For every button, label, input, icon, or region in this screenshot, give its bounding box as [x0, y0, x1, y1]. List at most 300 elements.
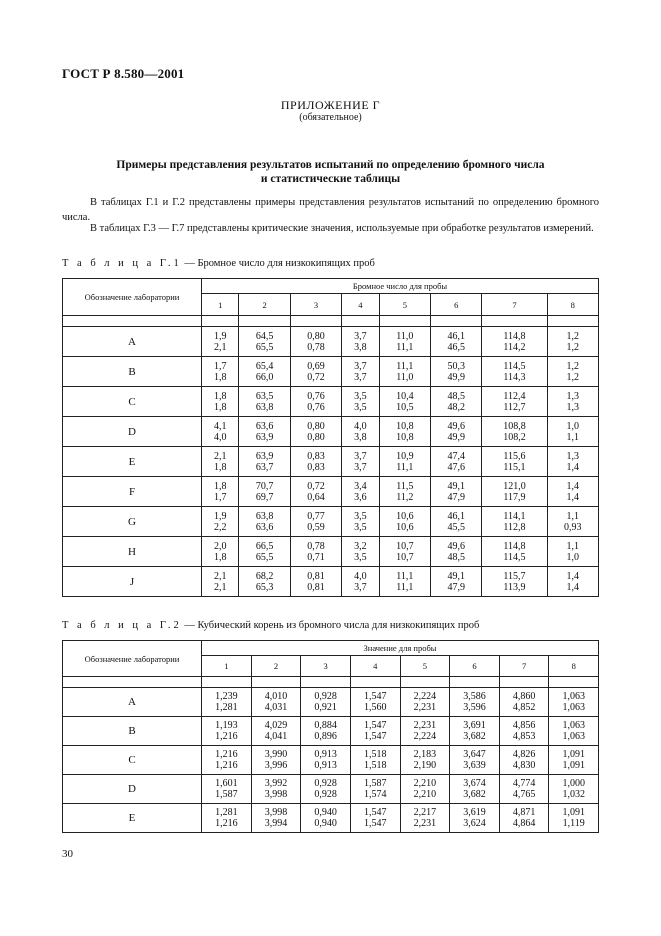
value: 63,8 [255, 510, 274, 522]
value: 1,0 [566, 551, 580, 563]
lab-cell: C [63, 746, 202, 775]
value: 0,896 [314, 731, 337, 742]
lab-cell: C [63, 387, 202, 417]
value-cell [251, 775, 301, 804]
value: 10,9 [396, 450, 414, 462]
value: 1,000 [562, 778, 585, 789]
value: 114,8 [503, 540, 526, 552]
value-cell [431, 537, 482, 567]
value-cell [482, 357, 547, 387]
value-cell [301, 804, 351, 833]
value: 114,1 [503, 510, 526, 522]
spacer-cell [350, 677, 400, 688]
value: 63,6 [255, 420, 274, 432]
value: 10,4 [396, 390, 414, 402]
value: 0,940 [314, 818, 337, 829]
table1 [62, 278, 599, 597]
value: 1,547 [363, 818, 387, 829]
value-cell [202, 327, 239, 357]
value: 3,8 [354, 431, 367, 443]
value: 65,4 [255, 360, 274, 372]
value: 0,884 [314, 720, 337, 731]
value: 3,7 [354, 330, 367, 342]
value: 49,6 [447, 420, 465, 432]
paragraph-1: В таблицах Г.1 и Г.2 представлены примеры представления результатов испытаний по определению бромного числа. [62, 197, 599, 223]
value: 112,8 [503, 521, 526, 533]
value-cell [549, 688, 599, 717]
value: 70,7 [255, 480, 274, 492]
value: 2,210 [413, 789, 437, 800]
value: 1,193 [215, 720, 238, 731]
column-number: 5 [379, 294, 430, 316]
value: 4,871 [512, 807, 536, 818]
value: 1,7 [213, 491, 227, 503]
value-cell [350, 804, 400, 833]
value-cell [431, 417, 482, 447]
spacer-cell [63, 316, 202, 327]
spacer-cell [450, 677, 500, 688]
value: 1,119 [562, 818, 585, 829]
value: 108,2 [503, 431, 526, 443]
value: 115,6 [503, 450, 526, 462]
value: 10,6 [396, 510, 414, 522]
value: 48,5 [447, 390, 465, 402]
value-cell [450, 775, 500, 804]
value: 63,8 [255, 401, 274, 413]
value-cell [379, 357, 430, 387]
spacer-cell [63, 677, 202, 688]
value: 11,1 [396, 570, 414, 582]
value: 0,76 [307, 401, 325, 413]
spacer-cell [547, 316, 598, 327]
value: 115,7 [503, 570, 526, 582]
value: 1,216 [215, 749, 238, 760]
value: 3,691 [463, 720, 486, 731]
lab-cell: B [63, 357, 202, 387]
value: 3,7 [354, 581, 367, 593]
value: 50,3 [447, 360, 465, 372]
value: 1,2 [566, 371, 580, 383]
spacer-cell [239, 316, 290, 327]
value: 49,6 [447, 540, 465, 552]
lab-cell: J [63, 567, 202, 597]
value: 1,4 [566, 570, 580, 582]
value-cell [251, 746, 301, 775]
section-heading-line-1: Примеры представления результатов испытаний по определению бромного числа [116, 159, 545, 171]
value: 113,9 [503, 581, 526, 593]
value-cell [290, 357, 341, 387]
value: 1,8 [213, 371, 227, 383]
table1-caption-text: — Бромное число для низкокипящих проб [181, 258, 375, 269]
value: 1,518 [363, 749, 387, 760]
value: 11,5 [396, 480, 414, 492]
lab-cell: F [63, 477, 202, 507]
value-cell [342, 327, 379, 357]
value: 0,913 [314, 760, 337, 771]
value: 4,774 [512, 778, 536, 789]
lab-cell: D [63, 417, 202, 447]
value: 48,5 [447, 551, 465, 563]
value-cell [379, 447, 430, 477]
table-row [63, 775, 599, 804]
value: 65,5 [255, 551, 274, 563]
value: 1,547 [363, 731, 387, 742]
value-cell [482, 507, 547, 537]
table-row [63, 567, 599, 597]
table-row [63, 746, 599, 775]
value: 1,4 [566, 491, 580, 503]
value: 49,9 [447, 431, 465, 443]
value-cell [499, 746, 549, 775]
value-cell [301, 775, 351, 804]
value: 0,72 [307, 480, 325, 492]
value: 3,596 [463, 702, 486, 713]
value-cell [239, 567, 290, 597]
value-cell [547, 387, 598, 417]
value: 1,063 [562, 691, 585, 702]
value: 65,3 [255, 581, 274, 593]
value-cell [301, 688, 351, 717]
table-header-row [63, 641, 599, 656]
lab-cell: A [63, 688, 202, 717]
value: 0,59 [307, 521, 325, 533]
value: 46,1 [447, 330, 465, 342]
lab-cell: B [63, 717, 202, 746]
table-row [63, 327, 599, 357]
appendix-subtitle: (обязательное) [299, 112, 362, 123]
value: 0,940 [314, 807, 337, 818]
column-number: 1 [202, 656, 252, 677]
column-number: 6 [431, 294, 482, 316]
value: 3,5 [354, 510, 367, 522]
spacer-row [63, 677, 599, 688]
value: 4,029 [264, 720, 288, 731]
lab-cell: E [63, 804, 202, 833]
value: 1,063 [562, 731, 585, 742]
value: 3,998 [264, 807, 288, 818]
value: 114,5 [503, 551, 526, 563]
value: 3,682 [463, 789, 486, 800]
value: 4,856 [512, 720, 536, 731]
value: 47,4 [447, 450, 465, 462]
value: 10,8 [396, 431, 414, 443]
value-cell [499, 688, 549, 717]
value-cell [342, 357, 379, 387]
value-cell [431, 357, 482, 387]
value: 10,7 [396, 551, 414, 563]
value: 3,619 [463, 807, 486, 818]
value-cell [400, 688, 450, 717]
table2-caption-text: — Кубический корень из бромного числа для низкокипящих проб [181, 620, 480, 631]
value: 3,624 [463, 818, 486, 829]
value: 0,921 [314, 702, 337, 713]
value-cell [251, 717, 301, 746]
value: 4,830 [512, 760, 536, 771]
sample-span-header: Значение для пробы [202, 641, 599, 656]
value: 11,1 [396, 341, 414, 353]
value: 4,0 [354, 420, 367, 432]
value-cell [342, 507, 379, 537]
table-row [63, 447, 599, 477]
value: 1,281 [215, 807, 238, 818]
value: 3,7 [354, 461, 367, 473]
lab-cell: H [63, 537, 202, 567]
value-cell [482, 387, 547, 417]
table-row [63, 717, 599, 746]
spacer-cell [290, 316, 341, 327]
value-cell [400, 717, 450, 746]
value: 115,1 [503, 461, 526, 473]
column-number: 2 [239, 294, 290, 316]
value: 1,560 [363, 702, 387, 713]
value: 1,216 [215, 818, 238, 829]
value-cell [239, 447, 290, 477]
value-cell [482, 327, 547, 357]
value-cell [202, 717, 252, 746]
value: 1,8 [213, 401, 227, 413]
value-cell [202, 804, 252, 833]
value-cell [350, 688, 400, 717]
lab-cell: A [63, 327, 202, 357]
value: 0,80 [307, 431, 325, 443]
value: 47,6 [447, 461, 465, 473]
value: 1,4 [566, 480, 580, 492]
value: 3,7 [354, 450, 367, 462]
value-cell [239, 477, 290, 507]
table2-caption [62, 620, 479, 631]
value: 64,5 [255, 330, 274, 342]
value: 1,1 [566, 510, 580, 522]
value-cell [549, 804, 599, 833]
spacer-cell [251, 677, 301, 688]
value: 69,7 [255, 491, 274, 503]
value: 10,7 [396, 540, 414, 552]
column-number: 1 [202, 294, 239, 316]
value-cell [239, 417, 290, 447]
value: 46,1 [447, 510, 465, 522]
value-cell [547, 327, 598, 357]
value-cell [482, 447, 547, 477]
value-cell [549, 717, 599, 746]
value-cell [482, 567, 547, 597]
spacer-row [63, 316, 599, 327]
value: 1,8 [213, 461, 227, 473]
paragraph-2: В таблицах Г.3 — Г.7 представлены критические значения, используемые при обработке результатов измерений. [90, 223, 594, 234]
value: 1,2 [566, 360, 580, 372]
value: 1,0 [566, 420, 580, 432]
value: 1,216 [215, 760, 238, 771]
value-cell [342, 417, 379, 447]
value-cell [202, 746, 252, 775]
column-number: 6 [450, 656, 500, 677]
value: 0,80 [307, 330, 325, 342]
lab-cell: G [63, 507, 202, 537]
value-cell [239, 507, 290, 537]
value: 1,3 [566, 450, 580, 462]
value: 2,183 [413, 749, 437, 760]
spacer-cell [301, 677, 351, 688]
spacer-cell [379, 316, 430, 327]
value: 1,091 [562, 749, 585, 760]
value: 1,3 [566, 390, 580, 402]
value-cell [400, 746, 450, 775]
value-cell [482, 477, 547, 507]
value: 63,6 [255, 521, 274, 533]
table-row [63, 387, 599, 417]
column-number: 4 [350, 656, 400, 677]
value: 1,587 [363, 778, 387, 789]
value-cell [547, 507, 598, 537]
value-cell [450, 717, 500, 746]
value-cell [431, 567, 482, 597]
value-cell [350, 775, 400, 804]
spacer-cell [342, 316, 379, 327]
value: 49,1 [447, 480, 465, 492]
value-cell [450, 688, 500, 717]
value-cell [342, 567, 379, 597]
spacer-cell [549, 677, 599, 688]
value: 63,9 [255, 450, 274, 462]
value-cell [350, 717, 400, 746]
value-cell [482, 537, 547, 567]
document-code: ГОСТ Р 8.580—2001 [62, 66, 185, 81]
value-cell [290, 417, 341, 447]
value: 3,996 [264, 760, 288, 771]
value: 1,1 [566, 431, 580, 443]
value: 2,224 [413, 691, 437, 702]
value-cell [379, 387, 430, 417]
value: 4,1 [213, 420, 227, 432]
value: 0,76 [307, 390, 325, 402]
lab-cell: D [63, 775, 202, 804]
value: 4,010 [264, 691, 288, 702]
value: 1,7 [213, 360, 227, 372]
value-cell [290, 327, 341, 357]
value: 114,3 [503, 371, 526, 383]
value: 1,574 [363, 789, 387, 800]
value: 1,9 [213, 330, 227, 342]
value: 0,77 [307, 510, 325, 522]
value-cell [431, 387, 482, 417]
value-cell [549, 775, 599, 804]
lab-header: Обозначение лаборатории [63, 641, 202, 677]
value: 3,5 [354, 551, 367, 563]
value-cell [450, 804, 500, 833]
table2-caption-prefix: Т а б л и ц а Г.2 [62, 620, 182, 631]
column-number: 7 [482, 294, 547, 316]
spacer-cell [499, 677, 549, 688]
value: 47,9 [447, 491, 465, 503]
section-heading-line-2: и статистические таблицы [260, 173, 401, 185]
value: 1,063 [562, 702, 585, 713]
value: 0,83 [307, 450, 325, 462]
table-row [63, 357, 599, 387]
value: 4,864 [512, 818, 536, 829]
value: 121,0 [503, 480, 526, 492]
value: 4,826 [512, 749, 536, 760]
value: 1,4 [566, 461, 580, 473]
value: 4,852 [512, 702, 536, 713]
value: 45,5 [447, 521, 465, 533]
spacer-cell [202, 316, 239, 327]
value-cell [547, 417, 598, 447]
value-cell [547, 447, 598, 477]
value: 1,239 [215, 691, 238, 702]
value-cell [202, 447, 239, 477]
table-header-row [63, 279, 599, 294]
value: 3,682 [463, 731, 486, 742]
spacer-cell [431, 316, 482, 327]
value-cell [342, 447, 379, 477]
table-row [63, 507, 599, 537]
column-number: 4 [342, 294, 379, 316]
value: 1,2 [566, 341, 580, 353]
value-cell [547, 567, 598, 597]
value: 11,2 [396, 491, 414, 503]
value-cell [202, 507, 239, 537]
value-cell [499, 717, 549, 746]
value: 46,5 [447, 341, 465, 353]
value: 3,8 [354, 341, 367, 353]
value: 108,8 [503, 420, 526, 432]
value: 2,231 [413, 818, 437, 829]
value-cell [431, 477, 482, 507]
value-cell [239, 387, 290, 417]
value-cell [549, 746, 599, 775]
value-cell [202, 567, 239, 597]
value: 117,9 [503, 491, 526, 503]
value-cell [202, 477, 239, 507]
value: 11,1 [396, 461, 414, 473]
value-cell [202, 688, 252, 717]
value: 1,518 [363, 760, 387, 771]
value: 1,2 [566, 330, 580, 342]
value: 2,190 [413, 760, 437, 771]
value: 0,81 [307, 581, 325, 593]
value-cell [251, 804, 301, 833]
value: 10,8 [396, 420, 414, 432]
value: 49,9 [447, 371, 465, 383]
value: 3,5 [354, 390, 367, 402]
value: 3,586 [463, 691, 486, 702]
value: 3,7 [354, 371, 367, 383]
value: 3,5 [354, 401, 367, 413]
value-cell [290, 507, 341, 537]
value: 114,5 [503, 360, 526, 372]
table1-caption-prefix: Т а б л и ц а Г.1 [62, 258, 182, 269]
value-cell [202, 775, 252, 804]
table-row [63, 417, 599, 447]
table1-caption [62, 258, 375, 269]
value: 2,210 [413, 778, 437, 789]
value-cell [431, 507, 482, 537]
value: 47,9 [447, 581, 465, 593]
value: 1,8 [213, 390, 227, 402]
value-cell [202, 357, 239, 387]
value-cell [290, 447, 341, 477]
table-row [63, 804, 599, 833]
value: 1,3 [566, 401, 580, 413]
column-number: 5 [400, 656, 450, 677]
spacer-cell [482, 316, 547, 327]
value: 3,639 [463, 760, 486, 771]
column-number: 8 [547, 294, 598, 316]
value-cell [202, 387, 239, 417]
value-cell [450, 746, 500, 775]
table-row [63, 477, 599, 507]
value: 2,1 [213, 570, 227, 582]
value: 4,860 [512, 691, 536, 702]
